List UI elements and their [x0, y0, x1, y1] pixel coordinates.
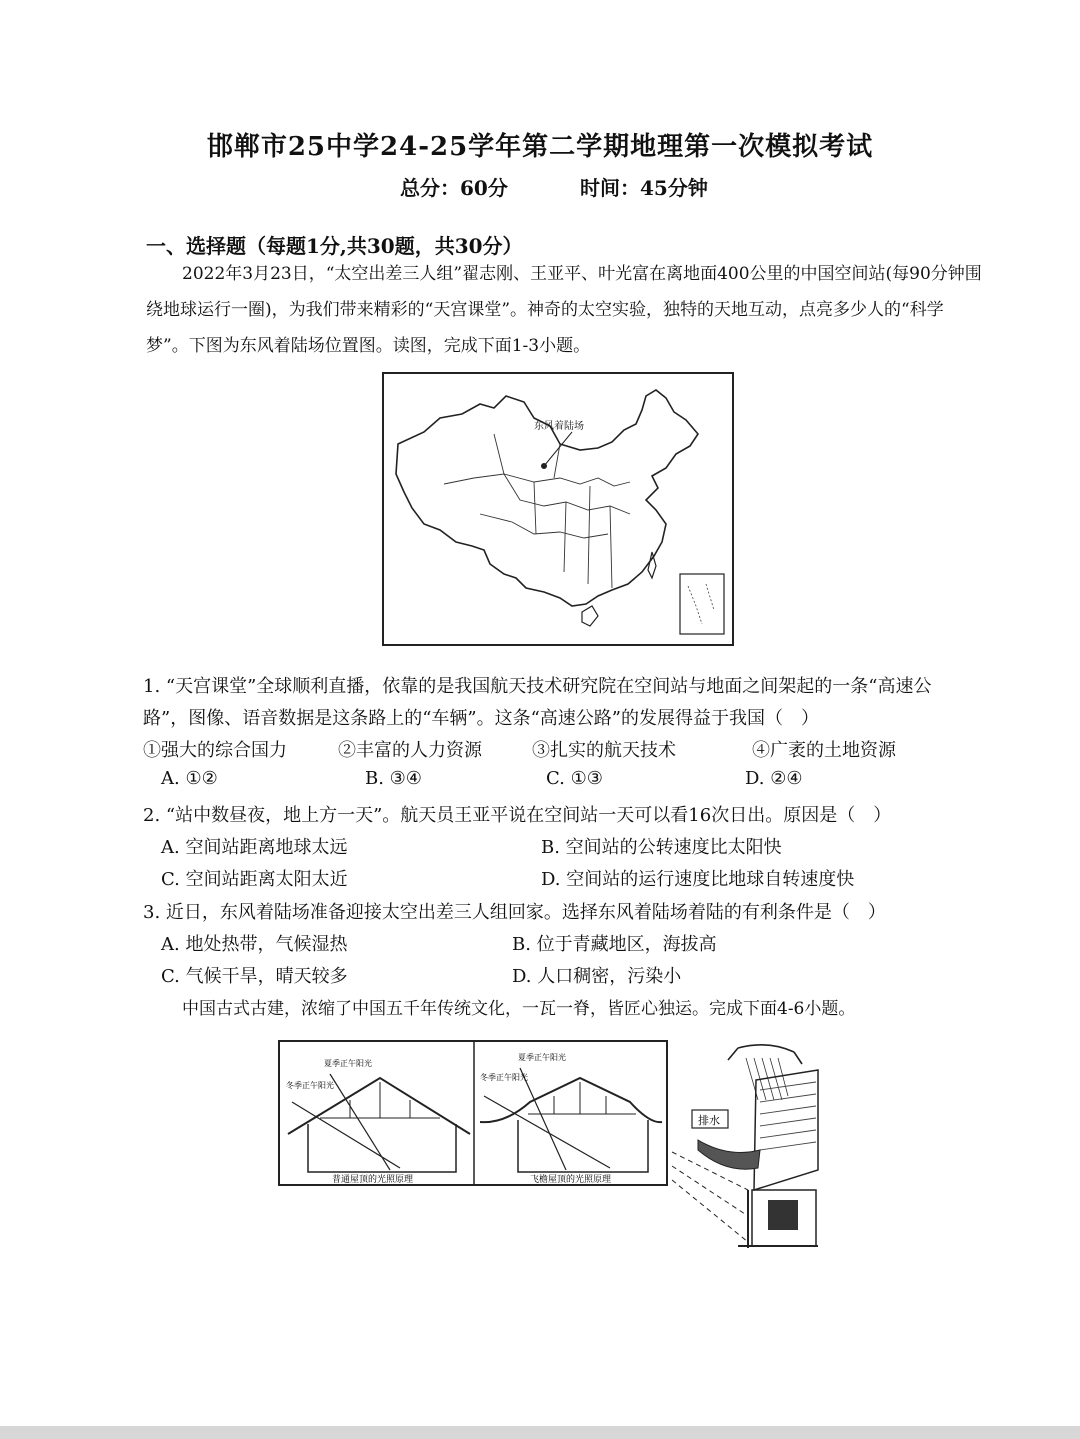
q1-option-b: B. ③④	[365, 768, 422, 789]
roof-lighting-figures	[278, 1040, 668, 1186]
right-winter-label: 冬季正午阳光	[480, 1073, 528, 1082]
exam-title: 邯郸市25中学24-25学年第二学期地理第一次模拟考试	[206, 132, 874, 162]
q1-item-3: ③扎实的航天技术	[532, 740, 676, 761]
eaves-drainage-sketch	[668, 1040, 840, 1256]
q3-option-a: A. 地处热带，气候湿热	[161, 934, 348, 955]
q1-item-4: ④广袤的土地资源	[752, 740, 896, 761]
total-score: 总分：60分	[400, 176, 508, 200]
q3-option-c: C. 气候干旱，晴天较多	[161, 966, 348, 987]
q2-option-c: C. 空间站距离太阳太近	[161, 869, 348, 890]
china-map-figure	[382, 372, 734, 646]
section-heading: 一、选择题（每题1分,共30题，共30分）	[146, 234, 523, 258]
q1-option-d: D. ②④	[745, 768, 803, 789]
q1-stem-line2: 路”，图像、语音数据是这条路上的“车辆”。这条“高速公路”的发展得益于我国（ ）	[143, 708, 820, 729]
q2-option-a: A. 空间站距离地球太远	[161, 837, 348, 858]
roof-lighting-diagram	[280, 1042, 666, 1184]
left-figure-caption: 普通屋顶的光照原理	[332, 1175, 414, 1184]
page-bottom-bar	[0, 1426, 1080, 1439]
landing-site-label: 东风着陆场	[534, 421, 584, 432]
china-map-outline	[384, 374, 732, 644]
right-figure-caption: 飞檐屋顶的光照原理	[530, 1175, 612, 1184]
left-summer-label: 夏季正午阳光	[324, 1059, 372, 1068]
q1-item-1: ①强大的综合国力	[143, 740, 287, 761]
reading-intro: 2022年3月23日，“太空出差三人组”翟志刚、王亚平、叶光富在离地面400公里的中国空间站(每90分钟围绕地球运行一圈)，为我们带来精彩的“天宫课堂”。神奇的太空实验，独特的天地互动，点亮多少人的“科学梦”。下图为东风着陆场位置图。读图，完成下面1-3小题。	[146, 264, 982, 356]
q3-option-b: B. 位于青藏地区，海拔高	[512, 934, 717, 955]
q1-option-c: C. ①③	[546, 768, 603, 789]
q1-stem-line1: 1. “天宫课堂”全球顺利直播，依靠的是我国航天技术研究院在空间站与地面之间架起的一条“高速公	[143, 676, 932, 697]
q3-option-d: D. 人口稠密，污染小	[512, 966, 682, 987]
q2-option-b: B. 空间站的公转速度比太阳快	[541, 837, 782, 858]
left-winter-label: 冬季正午阳光	[286, 1081, 334, 1090]
q1-item-2: ②丰富的人力资源	[338, 740, 482, 761]
right-summer-label: 夏季正午阳光	[518, 1053, 566, 1062]
drain-label: 排水	[698, 1114, 720, 1127]
exam-time: 时间：45分钟	[580, 176, 708, 200]
reading-intro-2: 中国古式古建，浓缩了中国五千年传统文化，一瓦一脊，皆匠心独运。完成下面4-6小题。	[182, 999, 856, 1019]
q2-option-d: D. 空间站的运行速度比地球自转速度快	[541, 869, 855, 890]
q1-option-a: A. ①②	[161, 768, 218, 789]
q2-stem: 2. “站中数昼夜，地上方一天”。航天员王亚平说在空间站一天可以看16次日出。原因是（ ）	[143, 805, 892, 826]
q3-stem: 3. 近日，东风着陆场准备迎接太空出差三人组回家。选择东风着陆场着陆的有利条件是（ ）	[143, 902, 886, 923]
